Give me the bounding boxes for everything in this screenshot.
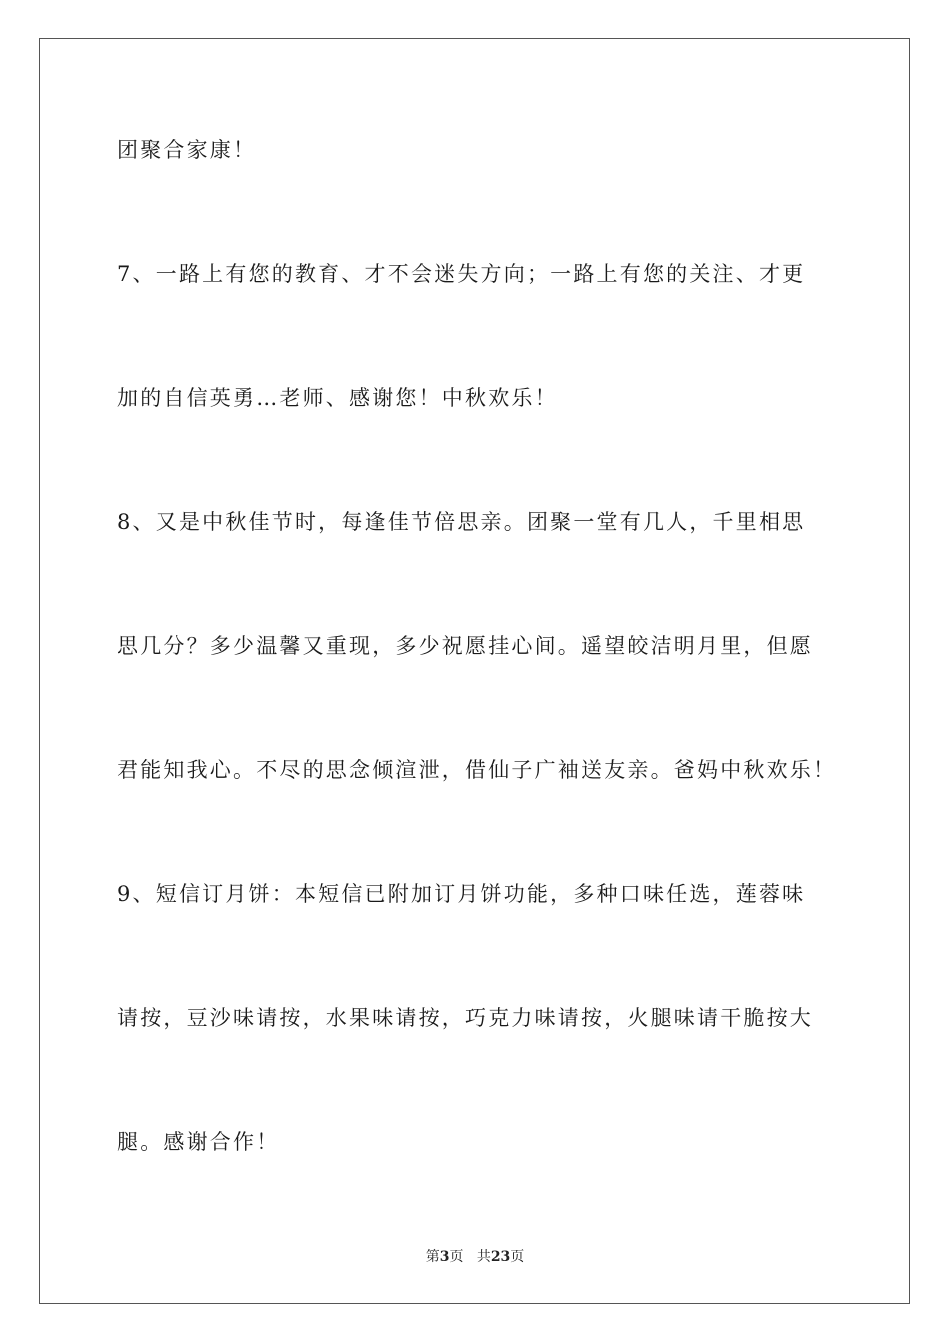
text-line-7: 9、短信订月饼：本短信已附加订月饼功能，多种口味任选，莲蓉味: [117, 882, 806, 906]
text-line-9: 腿。感谢合作！: [117, 1130, 280, 1154]
text-line-8: 请按，豆沙味请按，水果味请按，巧克力味请按，火腿味请干脆按大: [117, 1006, 813, 1030]
footer-total-pages: 23: [490, 1249, 511, 1265]
footer-page-prefix: 第: [425, 1249, 440, 1265]
text-line-6: 君能知我心。不尽的思念倾渲泄，借仙子广袖送友亲。爸妈中秋欢乐！: [117, 758, 837, 782]
text-line-4: 8、又是中秋佳节时，每逢佳节倍思亲。团聚一堂有几人，千里相思: [117, 510, 806, 534]
footer-total-suffix: 页: [510, 1249, 525, 1265]
footer-page-number: 3: [439, 1249, 450, 1265]
text-line-1: 团聚合家康！: [117, 138, 257, 162]
text-line-2: 7、一路上有您的教育、才不会迷失方向；一路上有您的关注、才更: [117, 262, 806, 286]
footer-total-prefix: 共: [476, 1249, 491, 1265]
page-footer: [0, 1247, 950, 1267]
text-line-5: 思几分？多少温馨又重现，多少祝愿挂心间。遥望皎洁明月里，但愿: [117, 634, 813, 658]
page-frame: [39, 38, 910, 1304]
footer-page-suffix: 页: [449, 1249, 464, 1265]
text-line-3: 加的自信英勇…老师、感谢您！中秋欢乐！: [117, 386, 558, 410]
